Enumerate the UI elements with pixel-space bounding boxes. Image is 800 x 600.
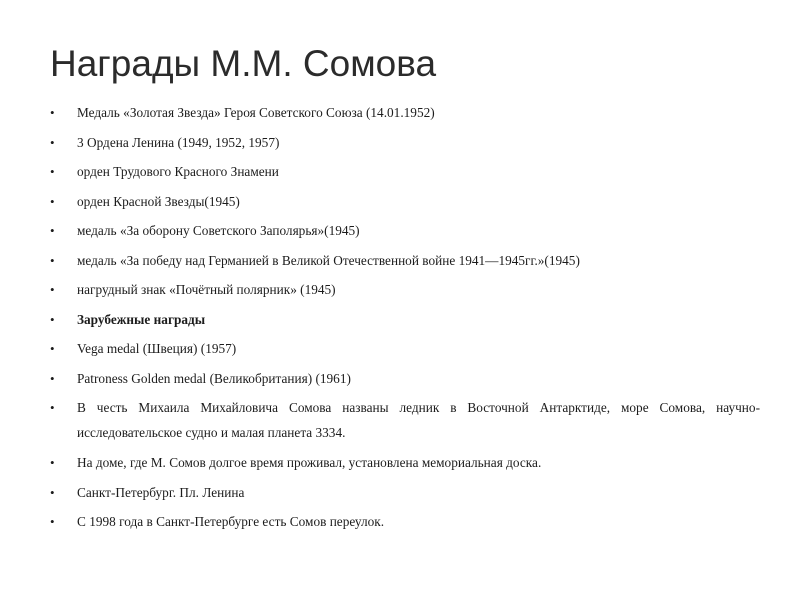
list-item-text: С 1998 года в Санкт-Петербурге есть Сомов переулок. — [77, 514, 385, 529]
list-item — [50, 364, 760, 394]
list-item-text: медаль «За оборону Советского Заполярья»(1945) — [77, 223, 360, 238]
awards-list — [50, 98, 760, 537]
bullet-icon: • — [50, 514, 55, 529]
list-item-text: Vega medal (Швеция) (1957) — [77, 341, 237, 356]
list-item-text: В честь Михаила Михайловича Сомова названы ледник в Восточной Антарктиде, море Сомова, научно-исследовательское судно и малая планета 3334. — [77, 400, 760, 440]
bullet-icon: • — [50, 134, 55, 150]
bullet-icon: • — [50, 400, 55, 415]
list-item-text: Медаль «Золотая Звезда» Героя Советского Союза (14.01.1952) — [77, 105, 435, 120]
list-item-text: На доме, где М. Сомов долгое время проживал, установлена мемориальная доска. — [77, 455, 542, 470]
bullet-icon: • — [50, 484, 55, 500]
list-item — [50, 393, 760, 448]
bullet-icon: • — [50, 105, 55, 120]
list-item-text: орден Трудового Красного Знамени — [77, 164, 279, 179]
list-item-text: медаль «За победу над Германией в Великой Отечественной войне 1941—1945гг.»(1945) — [77, 252, 580, 268]
list-item — [50, 216, 760, 246]
list-item — [50, 275, 760, 305]
slide-title: Награды М.М. Сомова — [50, 43, 437, 84]
foreign-awards-heading — [50, 305, 760, 335]
bullet-icon: • — [50, 164, 55, 179]
list-item-text: орден Красной Звезды(1945) — [77, 193, 240, 209]
list-item — [50, 246, 760, 276]
list-item — [50, 507, 760, 537]
bullet-icon: • — [50, 455, 55, 470]
list-item — [50, 187, 760, 217]
list-item-text: Patroness Golden medal (Великобритания) (1961) — [77, 370, 351, 386]
bullet-icon: • — [50, 282, 55, 297]
list-item-text: нагрудный знак «Почётный полярник» (1945) — [77, 282, 336, 297]
list-item-text: 3 Ордена Ленина (1949, 1952, 1957) — [77, 134, 280, 150]
list-item — [50, 334, 760, 364]
list-item — [50, 448, 760, 478]
list-item — [50, 98, 760, 128]
bullet-icon: • — [50, 252, 55, 268]
list-item-text: Зарубежные награды — [77, 311, 206, 327]
list-item — [50, 478, 760, 508]
bullet-icon: • — [50, 223, 55, 238]
list-item — [50, 128, 760, 158]
list-item-text: Санкт-Петербург. Пл. Ленина — [77, 484, 245, 500]
bullet-icon: • — [50, 370, 55, 386]
list-item — [50, 157, 760, 187]
bullet-icon: • — [50, 193, 55, 209]
bullet-icon: • — [50, 341, 55, 356]
bullet-icon: • — [50, 311, 55, 327]
